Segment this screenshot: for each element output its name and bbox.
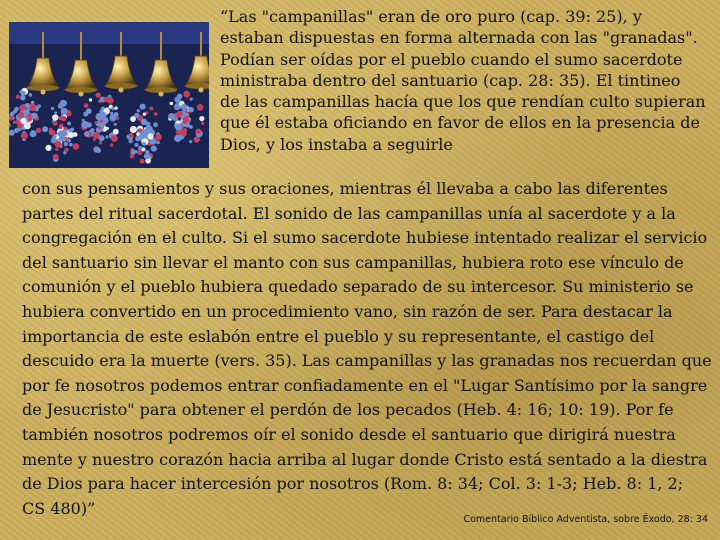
text-line: de Dios para hacer intercesión por nosotros (Rom. 8: 34; Col. 3: 1-3; Heb. 8: 1, 2; <box>22 474 684 494</box>
text-line: de las campanillas hacía que los que rendían culto supieran <box>220 92 706 112</box>
text-line: de Jesucristo" para obtener el perdón de los pecados (Heb. 4: 16; 10: 19). Por fe <box>22 400 674 420</box>
text-line: importancia de este eslabón entre el pueblo y su representante, el castigo del <box>22 326 655 346</box>
text-line: descuido era la muerte (vers. 35). Las campanillas y las granadas nos recuerdan que <box>22 351 712 371</box>
text-line: mente y nuestro corazón hacia arriba al lugar donde Cristo está sentado a la diestra <box>22 449 708 469</box>
text-line: “Las "campanillas" eran de oro puro (cap. 39: 25), y <box>220 7 642 26</box>
text-line: partes del ritual sacerdotal. El sonido de las campanillas unía al sacerdote y a la <box>22 203 676 223</box>
text-line: ministraba dentro del santuario (cap. 28: 35). El tintineo <box>220 70 681 90</box>
text-line: por fe nosotros podemos entrar confiadamente en el "Lugar Santísimo por la sangre <box>22 375 708 395</box>
text-line: también nosotros podremos oír el sonido desde el santuario que dirigirá nuestra <box>22 424 676 444</box>
text-line: hubiera convertido en un procedimiento vano, sin razón de ser. Para destacar la <box>22 301 673 321</box>
text-line: CS 480)” <box>22 498 96 518</box>
text-line: que él estaba oficiando en favor de ellos en la presencia de <box>220 113 700 133</box>
text-line: Dios, y los instaba a seguirle <box>220 134 453 154</box>
text-line: estaban dispuestas en forma alternada con las "granadas". <box>220 28 698 48</box>
text-line: con sus pensamientos y sus oraciones, mientras él llevaba a cabo las diferentes <box>22 179 668 198</box>
text-line: del santuario sin llevar el manto con sus campanillas, hubiera roto ese vínculo de <box>22 252 684 272</box>
bells-and-pomegranates-photo <box>9 22 209 168</box>
source-citation: Comentario Bíblico Adventista, sobre Éxodo, 28: 34 <box>463 514 708 525</box>
quote-paragraph-main <box>22 177 720 521</box>
text-line: comunión y el pueblo hubiera quedado separado de su intercesor. Su ministerio se <box>22 277 694 297</box>
quote-paragraph-top <box>220 6 720 155</box>
text-line: congregación en el culto. Si el sumo sacerdote hubiese intentado realizar el servicio <box>22 228 708 248</box>
text-line: Podían ser oídas por el pueblo cuando el sumo sacerdote <box>220 49 683 69</box>
